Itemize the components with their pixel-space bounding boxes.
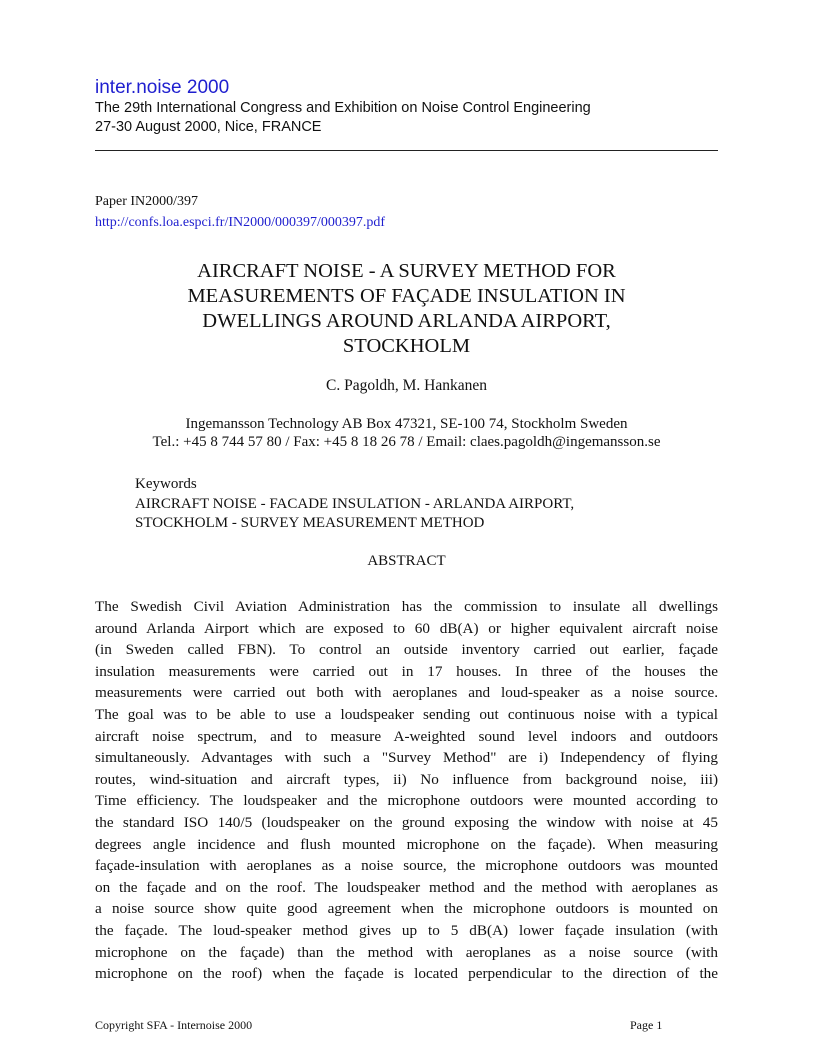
abstract-line: measurements were carried out both with aeroplanes and loud-speaker as a noise source. (95, 684, 718, 702)
abstract-line: microphone on the façade) than the method with aeroplanes as a noise source (with (95, 943, 718, 961)
conference-dates: 27-30 August 2000, Nice, FRANCE (95, 119, 322, 135)
title-line: MEASUREMENTS OF FAÇADE INSULATION IN (187, 285, 626, 307)
abstract-body (95, 596, 718, 985)
title-line: STOCKHOLM (342, 335, 471, 357)
title-line: DWELLINGS AROUND ARLANDA AIRPORT, (202, 310, 611, 332)
header-divider (95, 150, 718, 151)
abstract-line: simultaneously. Advantages with such a "Survey Method" are i) Independency of flying (95, 749, 718, 767)
abstract-line: microphone on the roof) when the façade is located perpendicular to the direction of the (95, 965, 718, 983)
abstract-line: The goal was to be able to use a loudspeaker sending out continuous noise with a typical (95, 705, 718, 723)
affiliation: Ingemansson Technology AB Box 47321, SE-100 74, Stockholm Sweden (185, 416, 628, 432)
abstract-line: degrees angle incidence and flush mounted microphone on the façade). When measuring (95, 835, 718, 853)
contact-info: Tel.: +45 8 744 57 80 / Fax: +45 8 18 26 78 / Email: claes.pagoldh@ingemansson.se (152, 434, 661, 450)
authors: C. Pagoldh, M. Hankanen (325, 377, 487, 394)
conference-full-name: The 29th International Congress and Exhibition on Noise Control Engineering (95, 100, 591, 116)
abstract-line: a noise source show quite good agreement when the microphone outdoors is mounted on (95, 900, 718, 918)
abstract-line: Time efficiency. The loudspeaker and the microphone outdoors were mounted according to (95, 792, 718, 810)
paper-id: Paper IN2000/397 (95, 194, 199, 209)
paper-url-link[interactable]: http://confs.loa.espci.fr/IN2000/000397/000397.pdf (95, 215, 386, 230)
abstract-line: aircraft noise spectrum, and to measure A-weighted sound level indoors and outdoors (95, 727, 718, 745)
abstract-line: around Arlanda Airport which are exposed to 60 dB(A) or higher equivalent aircraft noise (95, 619, 718, 637)
abstract-line: on the façade and on the roof. The loudspeaker method and the method with aeroplanes as (95, 878, 718, 896)
abstract-line: routes, wind-situation and aircraft types, ii) No influence from background noise, iii) (95, 770, 718, 788)
abstract-line: the façade. The loud-speaker method gives up to 5 dB(A) lower façade insulation (with (95, 921, 718, 939)
keywords-heading: Keywords (135, 476, 197, 492)
abstract-line: insulation measurements were carried out in 17 houses. In three of the houses the (95, 662, 718, 680)
title-line: AIRCRAFT NOISE - A SURVEY METHOD FOR (197, 260, 616, 282)
keywords-line: AIRCRAFT NOISE - FACADE INSULATION - ARLANDA AIRPORT, (135, 496, 575, 512)
keywords-line: STOCKHOLM - SURVEY MEASUREMENT METHOD (135, 515, 485, 531)
abstract-line: (in Sweden called FBN). To control an outside inventory carried out earlier, façade (95, 641, 718, 659)
footer-page-number: Page 1 (630, 1018, 663, 1032)
abstract-line: façade-insulation with aeroplanes as a noise source, the microphone outdoors was mounted (95, 857, 718, 875)
abstract-heading: ABSTRACT (367, 553, 446, 569)
footer-copyright: Copyright SFA - Internoise 2000 (95, 1018, 253, 1032)
paper-title (95, 259, 718, 359)
conference-name: inter.noise 2000 (95, 77, 230, 98)
abstract-line: the standard ISO 140/5 (loudspeaker on the ground exposing the window with noise at 45 (95, 813, 718, 831)
abstract-line: The Swedish Civil Aviation Administration has the commission to insulate all dwellings (95, 598, 718, 615)
